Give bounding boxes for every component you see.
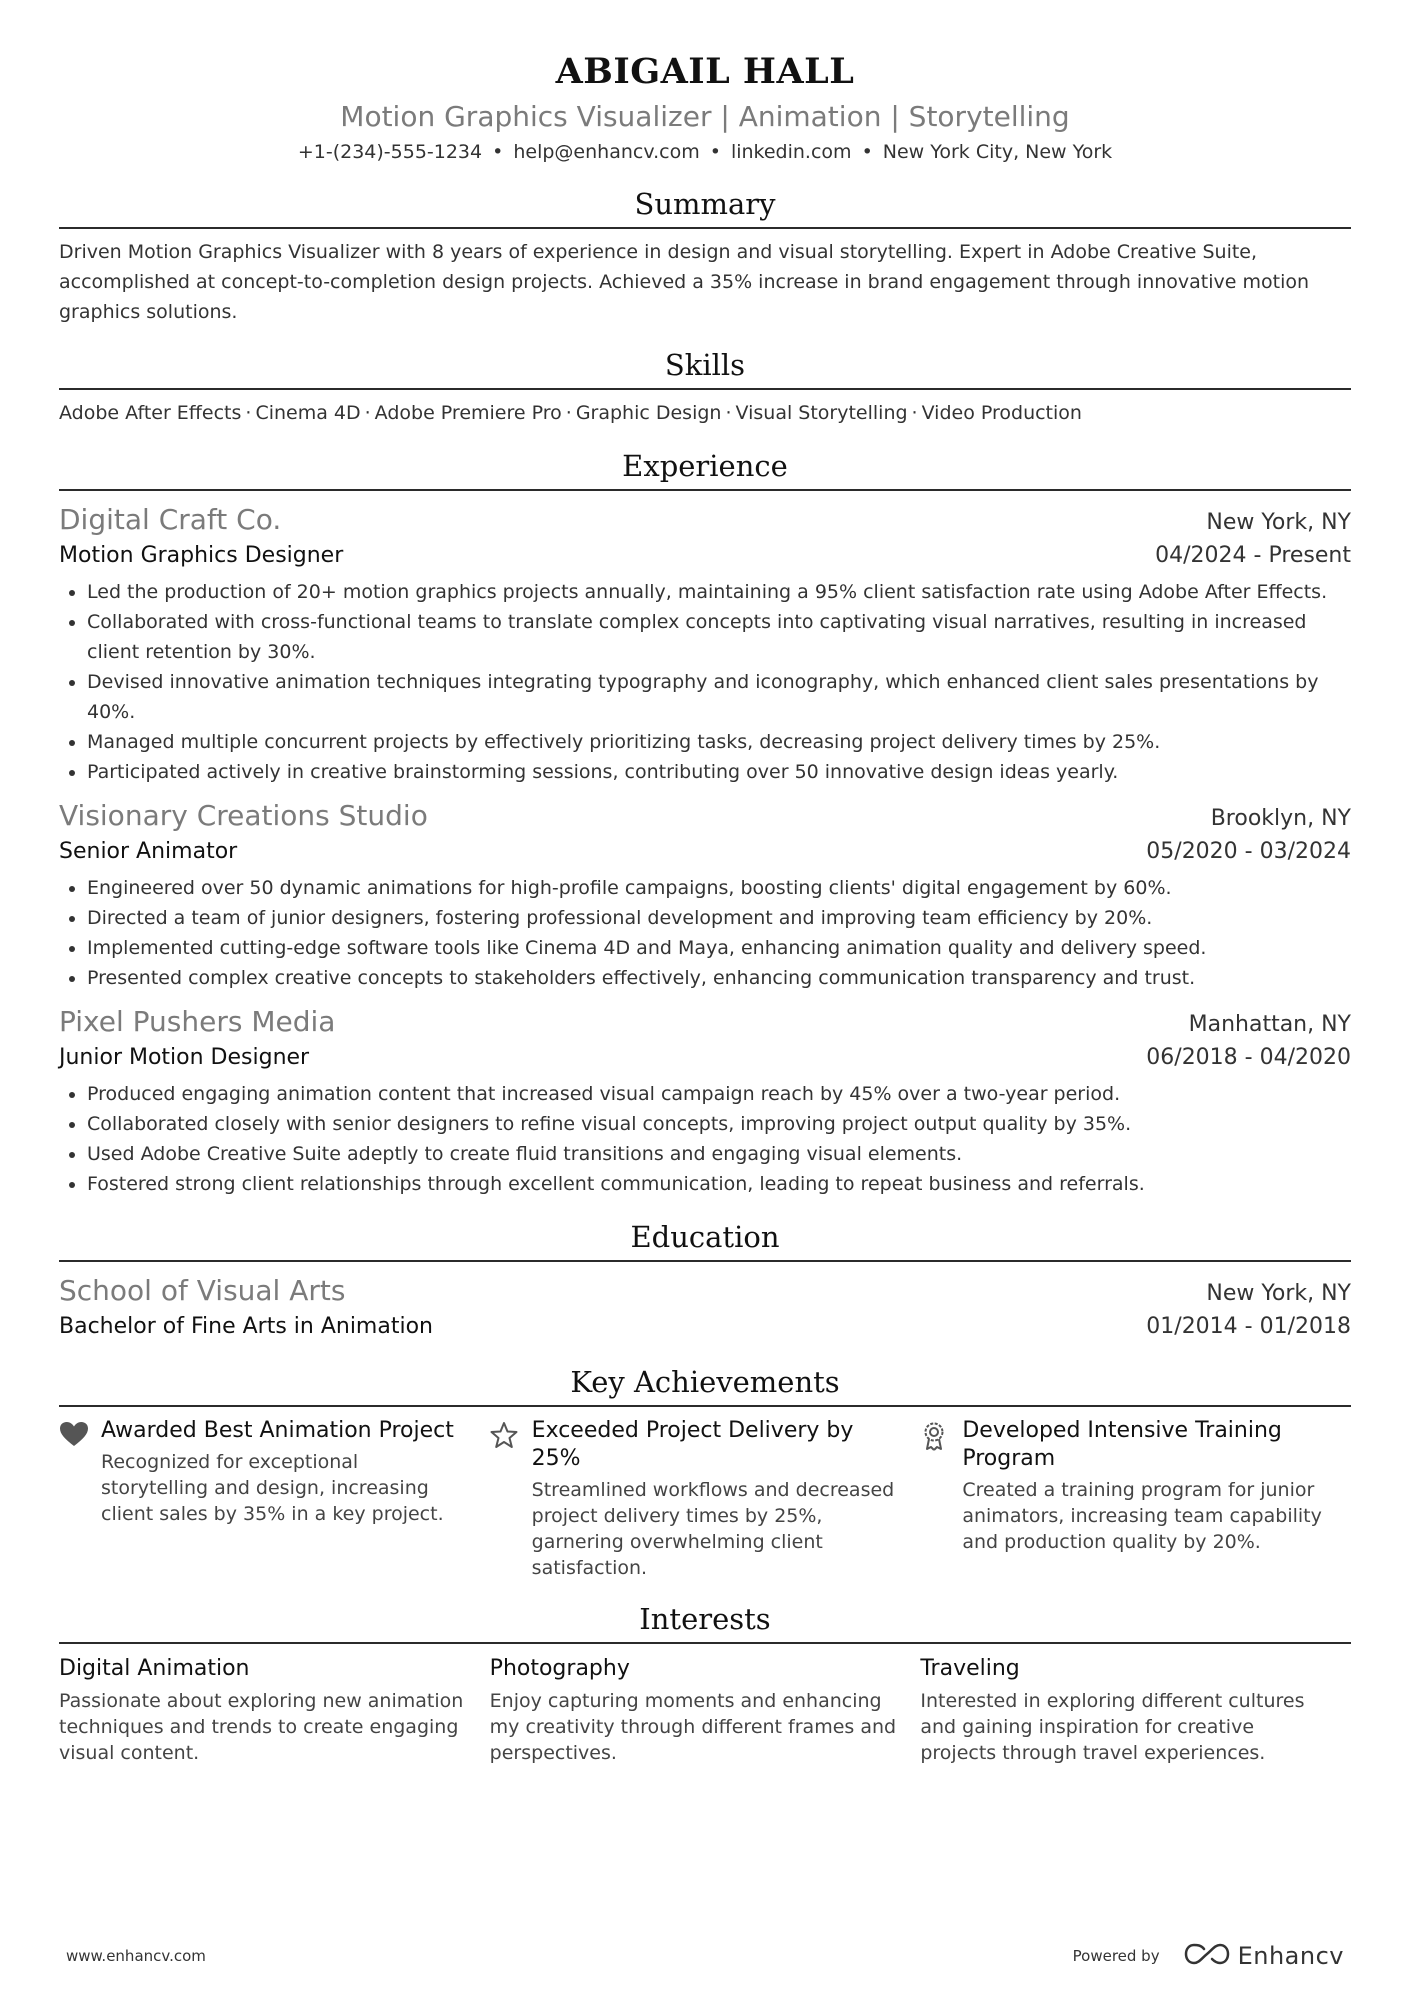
achievement-desc: Recognized for exceptional storytelling and design, increasing client sales by 35% in a key project. (101, 1451, 444, 1525)
job-role: Junior Motion Designer (59, 1045, 310, 1070)
footer (66, 1942, 1344, 1970)
contact-line (59, 138, 1351, 166)
skill-item: Visual Storytelling (735, 402, 908, 424)
candidate-headline: Motion Graphics Visualizer | Animation | Storytelling (340, 100, 1070, 133)
degree: Bachelor of Fine Arts in Animation (59, 1314, 433, 1339)
education-entry (59, 1272, 1351, 1344)
contact-separator: • (861, 141, 873, 163)
job-role: Motion Graphics Designer (59, 543, 344, 568)
experience-section (59, 446, 1351, 1199)
job-role: Senior Animator (59, 839, 238, 864)
school-location: New York, NY (1206, 1281, 1351, 1306)
job-bullet: • Participated actively in creative brainstorming sessions, contributing over 50 innovative design ideas yearly. (87, 757, 1351, 787)
summary-section (59, 184, 1351, 327)
job-bullet: • Used Adobe Creative Suite adeptly to create fluid transitions and engaging visual elements. (87, 1139, 1351, 1169)
job-entry (59, 797, 1351, 993)
phone: +1-(234)-555-1234 (297, 141, 483, 163)
section-title: Interests (59, 1599, 1351, 1644)
star-icon (490, 1417, 532, 1581)
job-bullets (59, 1079, 1351, 1199)
skill-item: Cinema 4D (255, 402, 361, 424)
job-location: New York, NY (1206, 510, 1351, 535)
skill-separator: · (911, 402, 918, 424)
skill-separator: · (725, 402, 732, 424)
job-bullet: • Implemented cutting-edge software tools like Cinema 4D and Maya, enhancing animation quality and delivery speed. (87, 933, 1351, 963)
company-name: Visionary Creations Studio (59, 799, 428, 832)
brand-name[interactable]: Enhancv (1237, 1942, 1344, 1970)
achievement-desc: Created a training program for junior animators, increasing team capability and production quality by 20%. (962, 1479, 1322, 1553)
resume-header (59, 48, 1351, 166)
interest-title: Traveling (920, 1656, 1020, 1681)
job-bullet: • Devised innovative animation techniques integrating typography and iconography, which enhanced client sales presentations by 40%. (87, 667, 1351, 727)
award-icon (920, 1417, 962, 1581)
job-bullet: • Fostered strong client relationships through excellent communication, leading to repeat business and referrals. (87, 1169, 1351, 1199)
achievement-item (59, 1417, 490, 1581)
job-location: Manhattan, NY (1188, 1012, 1351, 1037)
job-bullets (59, 577, 1351, 787)
achievement-title: Exceeded Project Delivery by 25% (531, 1418, 854, 1471)
location: New York City, New York (882, 141, 1113, 163)
email[interactable]: help@enhancv.com (513, 141, 700, 163)
interests-list (59, 1654, 1351, 1766)
skills-section (59, 345, 1351, 428)
candidate-name: ABIGAIL HALL (555, 51, 855, 92)
education-section (59, 1217, 1351, 1344)
footer-url[interactable]: www.enhancv.com (66, 1947, 206, 1965)
section-title: Education (59, 1217, 1351, 1262)
achievement-item (490, 1417, 921, 1581)
section-title: Summary (59, 184, 1351, 229)
skill-separator: · (245, 402, 252, 424)
job-dates: 06/2018 - 04/2020 (1146, 1045, 1351, 1070)
job-dates: 05/2020 - 03/2024 (1146, 839, 1351, 864)
section-title: Skills (59, 345, 1351, 390)
skill-separator: · (565, 402, 572, 424)
powered-by-label: Powered by (1072, 1947, 1160, 1965)
enhancv-logo-icon (1184, 1943, 1230, 1969)
interest-desc: Passionate about exploring new animation techniques and trends to create engaging visual content. (59, 1690, 464, 1764)
interest-title: Digital Animation (59, 1656, 250, 1681)
interest-desc: Interested in exploring different cultures and gaining inspiration for creative projects through travel experiences. (920, 1690, 1305, 1764)
achievement-item (920, 1417, 1351, 1581)
job-bullet: • Engineered over 50 dynamic animations for high-profile campaigns, boosting clients' digital engagement by 60%. (87, 873, 1351, 903)
interest-title: Photography (489, 1656, 630, 1681)
skill-item: Graphic Design (575, 402, 722, 424)
company-name: Digital Craft Co. (59, 503, 282, 536)
job-bullet: • Collaborated with cross-functional teams to translate complex concepts into captivating visual narratives, resulting in increased client retention by 30%. (87, 607, 1351, 667)
job-bullet: • Managed multiple concurrent projects by effectively prioritizing tasks, decreasing project delivery times by 25%. (87, 727, 1351, 757)
job-dates: 04/2024 - Present (1155, 543, 1351, 568)
job-bullet: • Collaborated closely with senior designers to refine visual concepts, improving project output quality by 35%. (87, 1109, 1351, 1139)
achievement-title: Awarded Best Animation Project (101, 1418, 454, 1443)
job-entry (59, 1003, 1351, 1199)
skill-item: Adobe Premiere Pro (374, 402, 562, 424)
company-name: Pixel Pushers Media (59, 1005, 336, 1038)
footer-branding (1073, 1942, 1344, 1970)
interest-item (490, 1654, 921, 1766)
job-bullet: • Presented complex creative concepts to stakeholders effectively, enhancing communication transparency and trust. (87, 963, 1351, 993)
interest-desc: Enjoy capturing moments and enhancing my creativity through different frames and perspectives. (489, 1690, 897, 1764)
summary-text: Driven Motion Graphics Visualizer with 8 years of experience in design and visual storytelling. Expert in Adobe Creative Suite, accomplished at concept-to-completion design projects. Achieved a 35% increase in brand engagement through innovative motion graphics solutions. (59, 241, 1310, 323)
achievements-section (59, 1362, 1351, 1581)
section-title: Key Achievements (59, 1362, 1351, 1407)
interest-item (920, 1654, 1351, 1766)
heart-icon (59, 1417, 101, 1581)
job-bullet: • Produced engaging animation content that increased visual campaign reach by 45% over a two-year period. (87, 1079, 1351, 1109)
skill-item: Video Production (921, 402, 1082, 424)
job-bullet: • Led the production of 20+ motion graphics projects annually, maintaining a 95% client satisfaction rate using Adobe After Effects. (87, 577, 1351, 607)
skill-separator: · (364, 402, 371, 424)
job-bullet: • Directed a team of junior designers, fostering professional development and improving team efficiency by 20%. (87, 903, 1351, 933)
contact-separator: • (492, 141, 504, 163)
achievements-list (59, 1417, 1351, 1581)
section-title: Experience (59, 446, 1351, 491)
job-bullets (59, 873, 1351, 993)
interest-item (59, 1654, 490, 1766)
achievement-title: Developed Intensive Training Program (962, 1418, 1282, 1471)
interests-section (59, 1599, 1351, 1766)
skills-list (59, 398, 1351, 428)
school-name: School of Visual Arts (59, 1274, 346, 1307)
achievement-desc: Streamlined workflows and decreased project delivery times by 25%, garnering overwhelming client satisfaction. (531, 1479, 895, 1579)
skill-item: Adobe After Effects (59, 402, 242, 424)
job-entry (59, 501, 1351, 787)
education-dates: 01/2014 - 01/2018 (1146, 1314, 1351, 1339)
linkedin[interactable]: linkedin.com (730, 141, 852, 163)
contact-separator: • (709, 141, 721, 163)
job-location: Brooklyn, NY (1210, 806, 1351, 831)
